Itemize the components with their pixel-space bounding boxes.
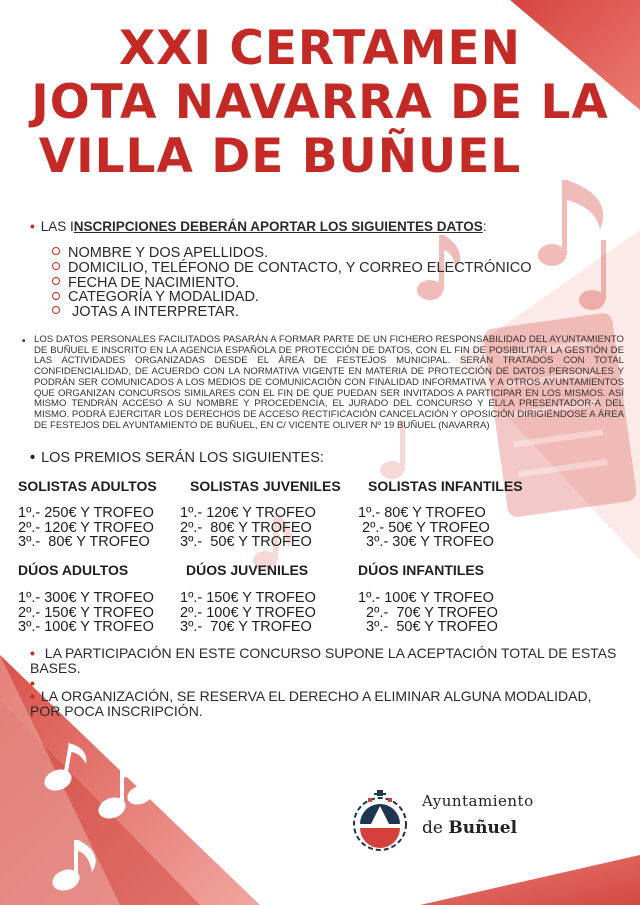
circle-bullet-icon: [52, 306, 60, 314]
prize-line: 3º.- 70€ Y TROFEO: [180, 619, 312, 635]
duos-adultos-heading: DÚOS ADULTOS: [18, 562, 129, 578]
bullet-dot: •: [30, 645, 35, 661]
solistas-infantiles-list: [358, 506, 494, 550]
bullet-dot: •: [30, 219, 35, 234]
prize-line: 2º.- 120€ Y TROFEO: [18, 519, 154, 536]
prize-line: 2º.- 100€ Y TROFEO: [180, 604, 316, 621]
list-item: NOMBRE Y DOS APELLIDOS.: [52, 246, 532, 261]
legal-bullet-dot: •: [22, 336, 26, 347]
prize-line: 1º.- 120€ Y TROFEO: [180, 505, 316, 521]
circle-bullet-icon: [52, 247, 60, 255]
prize-line: 1º.- 80€ Y TROFEO: [358, 505, 486, 521]
solistas-adultos-heading: SOLISTAS ADULTOS: [18, 478, 157, 494]
prize-line: 3º.- 30€ Y TROFEO: [358, 534, 494, 550]
closing-item-3: • LA ORGANIZACIÓN, SE RESERVA EL DERECHO A ELIMINAR ALGUNA MODALIDAD, POR POCA INSCRIPCIÓN.: [30, 688, 592, 719]
inscripciones-prefix: LAS I: [40, 219, 74, 234]
premios-intro: • LOS PREMIOS SERÁN LOS SIGUIENTES:: [30, 450, 324, 466]
logo-text-ayuntamiento: Ayuntamiento: [422, 792, 534, 810]
prize-line: 2º.- 80€ Y TROFEO: [180, 519, 312, 536]
duos-infantiles-list: [358, 591, 498, 635]
inscripciones-suffix: :: [482, 219, 487, 234]
duos-adultos-list: [18, 591, 154, 635]
circle-bullet-icon: [52, 292, 60, 300]
legal-text: LOS DATOS PERSONALES FACILITADOS PASARÁN A FORMAR PARTE DE UN FICHERO RESPONSABILIDAD DEL AYUNTAMIENTO DE BUÑUEL E INSCRITO EN LA AGENCIA ESPAÑOLA DE PROTECCIÓN DE DATOS, CON EL FIN DE POSIBILITAR LA GESTIÓN DE LAS ACTIVIDADES ORGANIZADAS DESDE EL ÁREA DE FESTEJOS MUNICIPAL. SERÁN TRATADOS CON TOTAL CONFIDENCIALIDAD, DE ACUERDO CON LA NORMATIVA VIGENTE EN MATERIA DE PROTECCIÓN DE DATOS PERSONALES Y PODRÁN SER COMUNICADOS A LOS MEDIOS DE COMUNICACIÓN CON FINALIDAD INFORMATIVA Y A OTROS AYUNTAMIENTOS QUE ORGANIZAN CONCURSOS SIMILARES CON EL FIN DE QUE PUEDAN SER INVITADOS A PARTICIPAR EN LOS MISMOS. ASÍ MISMO TENDRÁN ACCESO A SU NOMBRE Y PROCEDENCIA, EL JURADO DEL CONCURSO Y EL/LA PRESENTADOR-A DEL MISMO. PODRÁ EJERCITAR LOS DERECHOS DE ACCESO RECTIFICACIÓN CANCELACIÓN Y OPOSICIÓN DIRIGIÉNDOSE A ÁREA DE FESTEJOS DEL AYUNTAMIENTO DE BUÑUEL, EN C/ VICENTE OLIVER Nº 19 BUÑUEL (NAVARRA): [34, 334, 624, 431]
list-item: CATEGORÍA Y MODALIDAD.: [52, 290, 532, 305]
prize-line: 2º.- 50€ Y TROFEO: [358, 519, 490, 536]
title-line-1: XXI CERTAMEN: [119, 21, 521, 76]
prize-line: 1º.- 150€ Y TROFEO: [180, 590, 316, 606]
title-line-3: VILLA DE BUÑUEL: [38, 129, 522, 184]
inscripciones-list: [52, 246, 532, 320]
list-item: JOTAS A INTERPRETAR.: [52, 305, 532, 320]
prize-line: 3º.- 50€ Y TROFEO: [180, 534, 312, 550]
prize-line: 3º.- 100€ Y TROFEO: [18, 619, 154, 635]
inscripciones-underlined: NSCRIPCIONES DEBERÁN APORTAR LOS SIGUIENTES DATOS: [73, 219, 483, 234]
title-line-2: JOTA NAVARRA DE LA: [31, 75, 609, 130]
solistas-infantiles-heading: SOLISTAS INFANTILES: [368, 478, 523, 494]
duos-juveniles-list: [180, 591, 316, 635]
prize-line: 2º.- 70€ Y TROFEO: [358, 604, 498, 621]
inscripciones-heading: [30, 219, 487, 234]
closing-item-1: • LA PARTICIPACIÓN EN ESTE CONCURSO SUPONE LA ACEPTACIÓN TOTAL DE ESTAS BASES.: [30, 645, 617, 676]
list-item: DOMICILIO, TELÉFONO DE CONTACTO, Y CORREO ELECTRÓNICO: [52, 261, 532, 276]
duos-infantiles-heading: DÚOS INFANTILES: [358, 562, 485, 578]
bullet-dot: •: [30, 675, 35, 691]
prize-line: 2º.- 150€ Y TROFEO: [18, 604, 154, 621]
circle-bullet-icon: [52, 277, 60, 285]
prize-line: 1º.- 250€ Y TROFEO: [18, 505, 154, 521]
solistas-juveniles-heading: SOLISTAS JUVENILES: [190, 478, 341, 494]
circle-bullet-icon: [52, 262, 60, 270]
prize-line: 3º.- 80€ Y TROFEO: [18, 534, 150, 550]
prize-line: 1º.- 100€ Y TROFEO: [358, 590, 494, 606]
ayuntamiento-logo-icon: [348, 784, 412, 854]
list-item: FECHA DE NACIMIENTO.: [52, 276, 532, 291]
bullet-dot: •: [30, 450, 36, 466]
prize-line: 3º.- 50€ Y TROFEO: [358, 619, 498, 635]
solistas-adultos-list: [18, 506, 154, 550]
logo-text-bunuel: de Buñuel: [422, 818, 518, 838]
prize-line: 1º.- 300€ Y TROFEO: [18, 590, 154, 606]
solistas-juveniles-list: [180, 506, 316, 550]
duos-juveniles-heading: DÚOS JUVENILES: [186, 562, 309, 578]
bullet-dot: •: [30, 688, 35, 704]
